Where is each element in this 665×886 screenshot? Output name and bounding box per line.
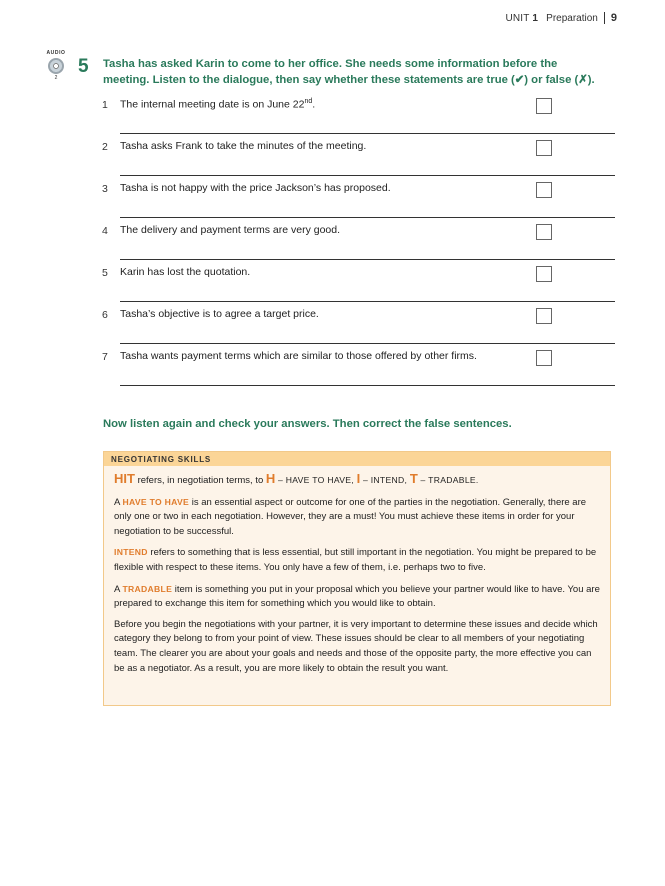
answer-checkbox[interactable] [536, 308, 552, 324]
intend-paragraph: INTEND refers to something that is less essential, but still important in the negotiation. You might be prepared to be flexible with respect to these items. You only have a few of them, i.e. perhaps two to five. [114, 547, 597, 573]
statement-text: Tasha asks Frank to take the minutes of the meeting. [120, 140, 367, 152]
negotiating-skills-box [103, 451, 611, 706]
statement-text: The internal meeting date is on June 22nd. [120, 98, 316, 111]
statement-text: Tasha is not happy with the price Jackson’s has proposed. [120, 182, 391, 194]
cd-icon [48, 58, 64, 74]
followup-instruction: Now listen again and check your answers. Then correct the false sentences. [103, 418, 512, 430]
audio-track-number: 2 [54, 75, 58, 81]
answer-checkbox[interactable] [536, 224, 552, 240]
list-item [100, 179, 615, 221]
statement-list [100, 95, 615, 389]
tradable-paragraph: A TRADABLE item is something you put in your proposal which you believe your partner would like to have. You are prepared to exchange this item for something which you would like to obtain. [114, 583, 600, 610]
answer-line[interactable] [120, 175, 615, 176]
have-to-have-paragraph: A HAVE TO HAVE is an essential aspect or outcome for one of the parties in the negotiation. Generally, there are only one or two in each negotiation. However, they are a must! You must achieve these items in order for your negotiation to be successful. [114, 496, 587, 537]
answer-checkbox[interactable] [536, 98, 552, 114]
list-item [100, 347, 615, 389]
summary-paragraph: Before you begin the negotiations with your partner, it is very important to determine these issues and decide which category they belong to from your point of view. These issues should be clear to all members of your negotiating team. The clearer you are about your goals and needs and those of the opposite party, the more effective you can be as a negotiator. As a result, you are more likely to obtain the result you want. [114, 618, 598, 674]
answer-line[interactable] [120, 217, 615, 218]
list-item [100, 221, 615, 263]
answer-line[interactable] [120, 343, 615, 344]
list-item [100, 137, 615, 179]
statement-number: 3 [102, 183, 108, 195]
divider [604, 12, 605, 24]
panel-body [104, 466, 610, 676]
panel-title: NEGOTIATING SKILLS [104, 452, 610, 466]
statement-number: 5 [102, 267, 108, 279]
answer-line[interactable] [120, 259, 615, 260]
page-number: 9 [610, 12, 617, 24]
statement-text: Karin has lost the quotation. [120, 266, 251, 278]
statement-number: 6 [102, 309, 108, 321]
unit-label: UNIT 1 [505, 12, 539, 24]
exercise-number: 5 [78, 56, 89, 77]
list-item [100, 263, 615, 305]
answer-checkbox[interactable] [536, 182, 552, 198]
statement-number: 1 [102, 99, 108, 111]
exercise-instruction: Tasha has asked Karin to come to her office. She needs some information before the meeting. Listen to the dialogue, then say whether these statements are true (✔) or false (✗). [103, 58, 595, 86]
audio-label: AUDIO [46, 50, 66, 56]
list-item [100, 305, 615, 347]
page-header [505, 12, 617, 24]
statement-text: The delivery and payment terms are very good. [120, 224, 341, 236]
statement-text: Tasha’s objective is to agree a target price. [120, 308, 319, 320]
list-item [100, 95, 615, 137]
statement-number: 4 [102, 225, 108, 237]
section-title: Preparation [546, 12, 598, 24]
answer-line[interactable] [120, 133, 615, 134]
statement-number: 2 [102, 141, 108, 153]
hit-definition: HIT refers, in negotiation terms, to H – HAVE TO HAVE, I – INTEND, T – TRADABLE. [114, 471, 479, 486]
answer-line[interactable] [120, 385, 615, 386]
answer-checkbox[interactable] [536, 266, 552, 282]
answer-checkbox[interactable] [536, 350, 552, 366]
statement-number: 7 [102, 351, 108, 363]
answer-line[interactable] [120, 301, 615, 302]
audio-marker[interactable] [46, 50, 66, 81]
statement-text: Tasha wants payment terms which are similar to those offered by other firms. [120, 350, 477, 362]
answer-checkbox[interactable] [536, 140, 552, 156]
